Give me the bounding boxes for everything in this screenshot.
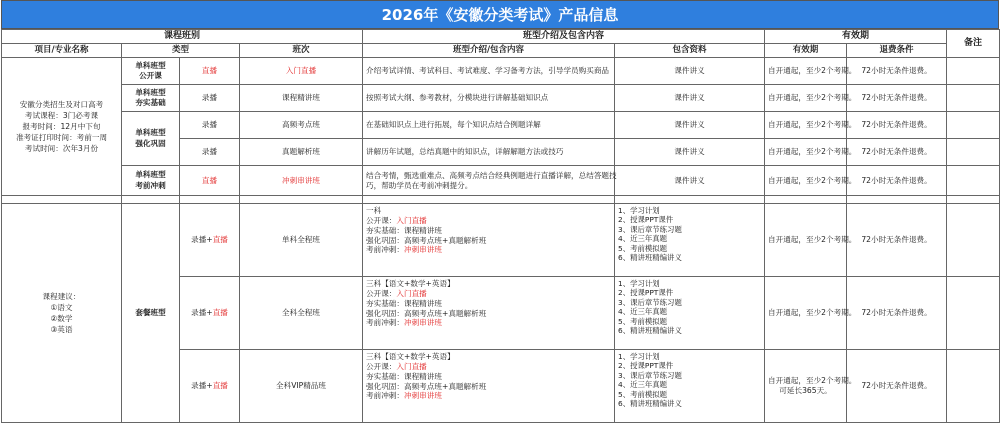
project-line: 考试课程：3门必考课 <box>24 111 99 120</box>
mode-cell <box>180 204 240 277</box>
table-row <box>2 112 1000 139</box>
header-validity-group: 有效期 <box>765 30 947 44</box>
validity-cell: 自开通起，至少2个考期。 <box>765 204 847 277</box>
materials-cell: 课件讲义 <box>615 112 765 139</box>
suggest-line: 课程建议： <box>42 292 81 301</box>
mode-live: 直播 <box>212 381 228 391</box>
project-info-cell <box>2 58 122 196</box>
header-validity: 有效期 <box>765 44 847 58</box>
header-intro-group: 班型介绍及包含内容 <box>363 30 765 44</box>
validity-cell: 自开通起，至少2个考期。 <box>765 112 847 139</box>
notes-cell <box>947 112 1000 139</box>
material-item: 3、课后章节练习题 <box>618 297 682 307</box>
class-name-cell: 冲刺串讲班 <box>240 166 363 196</box>
material-item: 4、近三年真题 <box>618 234 668 244</box>
intro-cell: 在基础知识点上进行拓展，每个知识点结合例题详解 <box>363 112 615 139</box>
intro-line: 公开课：入门直播 <box>366 215 427 225</box>
type-cell <box>122 166 180 196</box>
intro-line: 强化巩固：高频考点班+真题解析班 <box>366 381 487 391</box>
intro-cell <box>363 277 615 350</box>
material-item: 2、授课PPT课件 <box>618 215 674 225</box>
intro-cell <box>363 350 615 423</box>
refund-cell: 72小时无条件退费。 <box>847 112 947 139</box>
mode-recorded: 录播+ <box>191 308 213 318</box>
validity-cell: 自开通起，至少2个考期。 <box>765 166 847 196</box>
type-line: 公开课 <box>139 71 162 80</box>
type-line: 单科班型 <box>135 128 166 138</box>
mode-cell: 录播 <box>180 139 240 166</box>
material-item: 1、学习计划 <box>618 352 660 361</box>
intro-line: 夯实基础：课程精讲班 <box>366 371 442 381</box>
header-class: 班次 <box>240 44 363 58</box>
validity-cell: 自开通起，至少2个考期。 <box>765 58 847 85</box>
intro-line: 公开课：入门直播 <box>366 288 427 298</box>
header-row-columns <box>2 44 1000 58</box>
intro-line: 强化巩固：高频考点班+真题解析班 <box>366 235 487 245</box>
intro-cell: 介绍考试详情、考试科目、考试难度、学习备考方法，引导学员购买商品 <box>363 58 615 85</box>
type-cell <box>122 58 180 85</box>
table-row <box>2 58 1000 85</box>
notes-cell <box>947 58 1000 85</box>
refund-cell: 72小时无条件退费。 <box>847 139 947 166</box>
type-line: 考前冲刺 <box>135 180 166 190</box>
mode-live: 直播 <box>212 308 228 318</box>
mode-cell <box>180 277 240 350</box>
intro-cell <box>363 166 615 196</box>
project-line: 安徽分类招生及对口高考 <box>19 100 104 109</box>
intro-line: 夯实基础：课程精讲班 <box>366 225 442 235</box>
class-name-cell: 单科全程班 <box>240 204 363 277</box>
material-item: 6、精讲班精编讲义 <box>618 253 682 263</box>
intro-line: 夯实基础：课程精讲班 <box>366 298 442 308</box>
validity-line: 可延长365天。 <box>779 386 832 395</box>
class-name-cell: 全科全程班 <box>240 277 363 350</box>
material-item: 5、考前模拟题 <box>618 316 668 326</box>
type-line: 单科班型 <box>135 60 166 70</box>
class-name-cell: 高频考点班 <box>240 112 363 139</box>
notes-cell <box>947 85 1000 112</box>
project-line: 准考证打印时间：考前一周 <box>15 133 108 142</box>
materials-list-cell <box>615 350 765 423</box>
intro-line: 一科 <box>366 206 382 215</box>
material-item: 3、课后章节练习题 <box>618 224 682 234</box>
material-item: 4、近三年真题 <box>618 380 668 390</box>
package-type-cell: 套餐班型 <box>122 204 180 423</box>
material-item: 3、课后章节练习题 <box>618 370 682 380</box>
type-cell <box>122 112 180 166</box>
materials-list-cell <box>615 204 765 277</box>
validity-cell: 自开通起，至少2个考期。 <box>765 85 847 112</box>
intro-cell <box>363 204 615 277</box>
intro-cell: 讲解历年试题，总结真题中的知识点，详解解题方法或技巧 <box>363 139 615 166</box>
header-course-group: 课程班别 <box>2 30 363 44</box>
materials-cell: 课件讲义 <box>615 85 765 112</box>
intro-line: 强化巩固：高频考点班+真题解析班 <box>366 308 487 318</box>
suggest-line: ③英语 <box>50 325 73 334</box>
class-name-cell: 全科VIP精品班 <box>240 350 363 423</box>
product-info-sheet <box>1 0 999 423</box>
table-row <box>2 85 1000 112</box>
type-line: 夯实基础 <box>135 98 166 107</box>
refund-cell: 72小时无条件退费。 <box>847 277 947 350</box>
material-item: 6、精讲班精编讲义 <box>618 399 682 409</box>
project-line: 考试时间：次年3月份 <box>24 144 99 153</box>
material-item: 2、授课PPT课件 <box>618 288 674 298</box>
intro-line: 考前冲刺：冲刺串讲班 <box>366 245 442 255</box>
header-refund: 退费条件 <box>847 44 947 58</box>
mode-cell <box>180 350 240 423</box>
intro-line: 公开课：入门直播 <box>366 361 427 371</box>
type-line: 单科班型 <box>135 170 166 180</box>
mode-live: 直播 <box>212 235 228 245</box>
header-notes: 备注 <box>947 30 1000 58</box>
refund-cell: 72小时无条件退费。 <box>847 204 947 277</box>
suggest-line: ②数学 <box>50 314 73 323</box>
intro-line: 考前冲刺：冲刺串讲班 <box>366 318 442 328</box>
intro-line: 巧，帮助学员在考前冲刺提分。 <box>366 180 473 190</box>
validity-cell: 自开通起，至少2个考期。 <box>765 277 847 350</box>
header-type: 类型 <box>122 44 240 58</box>
materials-cell: 课件讲义 <box>615 139 765 166</box>
type-line: 单科班型 <box>135 87 166 97</box>
mode-cell: 录播 <box>180 112 240 139</box>
notes-cell <box>947 277 1000 350</box>
material-item: 5、考前模拟题 <box>618 243 668 253</box>
mode-cell: 直播 <box>180 166 240 196</box>
mode-recorded: 录播+ <box>191 235 213 245</box>
mode-recorded: 录播+ <box>191 381 213 391</box>
validity-line: 自开通起，至少2个考期。 <box>768 376 857 386</box>
suggest-line: ①语文 <box>50 303 73 312</box>
refund-cell: 72小时无条件退费。 <box>847 85 947 112</box>
header-intro: 班型介绍/包含内容 <box>363 44 615 58</box>
header-row-groups <box>2 30 1000 44</box>
header-materials: 包含资料 <box>615 44 765 58</box>
materials-cell: 课件讲义 <box>615 166 765 196</box>
table-row <box>2 166 1000 196</box>
material-item: 1、学习计划 <box>618 279 660 288</box>
material-item: 5、考前模拟题 <box>618 389 668 399</box>
type-cell <box>122 85 180 112</box>
refund-cell: 72小时无条件退费。 <box>847 58 947 85</box>
materials-cell: 课件讲义 <box>615 58 765 85</box>
notes-cell <box>947 350 1000 423</box>
mode-cell: 录播 <box>180 85 240 112</box>
notes-cell <box>947 204 1000 277</box>
intro-line: 结合考情，甄选重难点、高频考点结合经典例题进行直播详解，总结答题技 <box>366 170 617 180</box>
product-table <box>1 29 1000 423</box>
header-project: 项目/专业名称 <box>2 44 122 58</box>
class-name-cell: 真题解析班 <box>240 139 363 166</box>
materials-list-cell <box>615 277 765 350</box>
material-item: 1、学习计划 <box>618 206 660 215</box>
mode-cell: 直播 <box>180 58 240 85</box>
validity-cell <box>765 350 857 423</box>
intro-line: 三科【语文+数学+英语】 <box>366 352 455 361</box>
type-line: 强化巩固 <box>135 138 166 148</box>
notes-cell <box>947 166 1000 196</box>
spacer-row <box>2 196 1000 204</box>
validity-cell: 自开通起，至少2个考期。 <box>765 139 847 166</box>
refund-cell: 72小时无条件退费。 <box>847 166 947 196</box>
project-line: 报考时间：12月中下旬 <box>22 122 101 131</box>
intro-cell: 按照考试大纲、参考教材，分模块进行讲解基础知识点 <box>363 85 615 112</box>
refund-cell: 72小时无条件退费。 <box>847 350 947 423</box>
class-name-cell: 入门直播 <box>240 58 363 85</box>
material-item: 4、近三年真题 <box>618 307 668 317</box>
table-row <box>2 204 1000 277</box>
notes-cell <box>947 139 1000 166</box>
page-title: 2026年《安徽分类考试》产品信息 <box>1 0 999 29</box>
intro-line: 三科【语文+数学+英语】 <box>366 279 455 288</box>
course-suggestion-cell <box>2 204 122 423</box>
class-name-cell: 课程精讲班 <box>240 85 363 112</box>
material-item: 6、精讲班精编讲义 <box>618 326 682 336</box>
material-item: 2、授课PPT课件 <box>618 361 674 371</box>
intro-line: 考前冲刺：冲刺串讲班 <box>366 391 442 401</box>
